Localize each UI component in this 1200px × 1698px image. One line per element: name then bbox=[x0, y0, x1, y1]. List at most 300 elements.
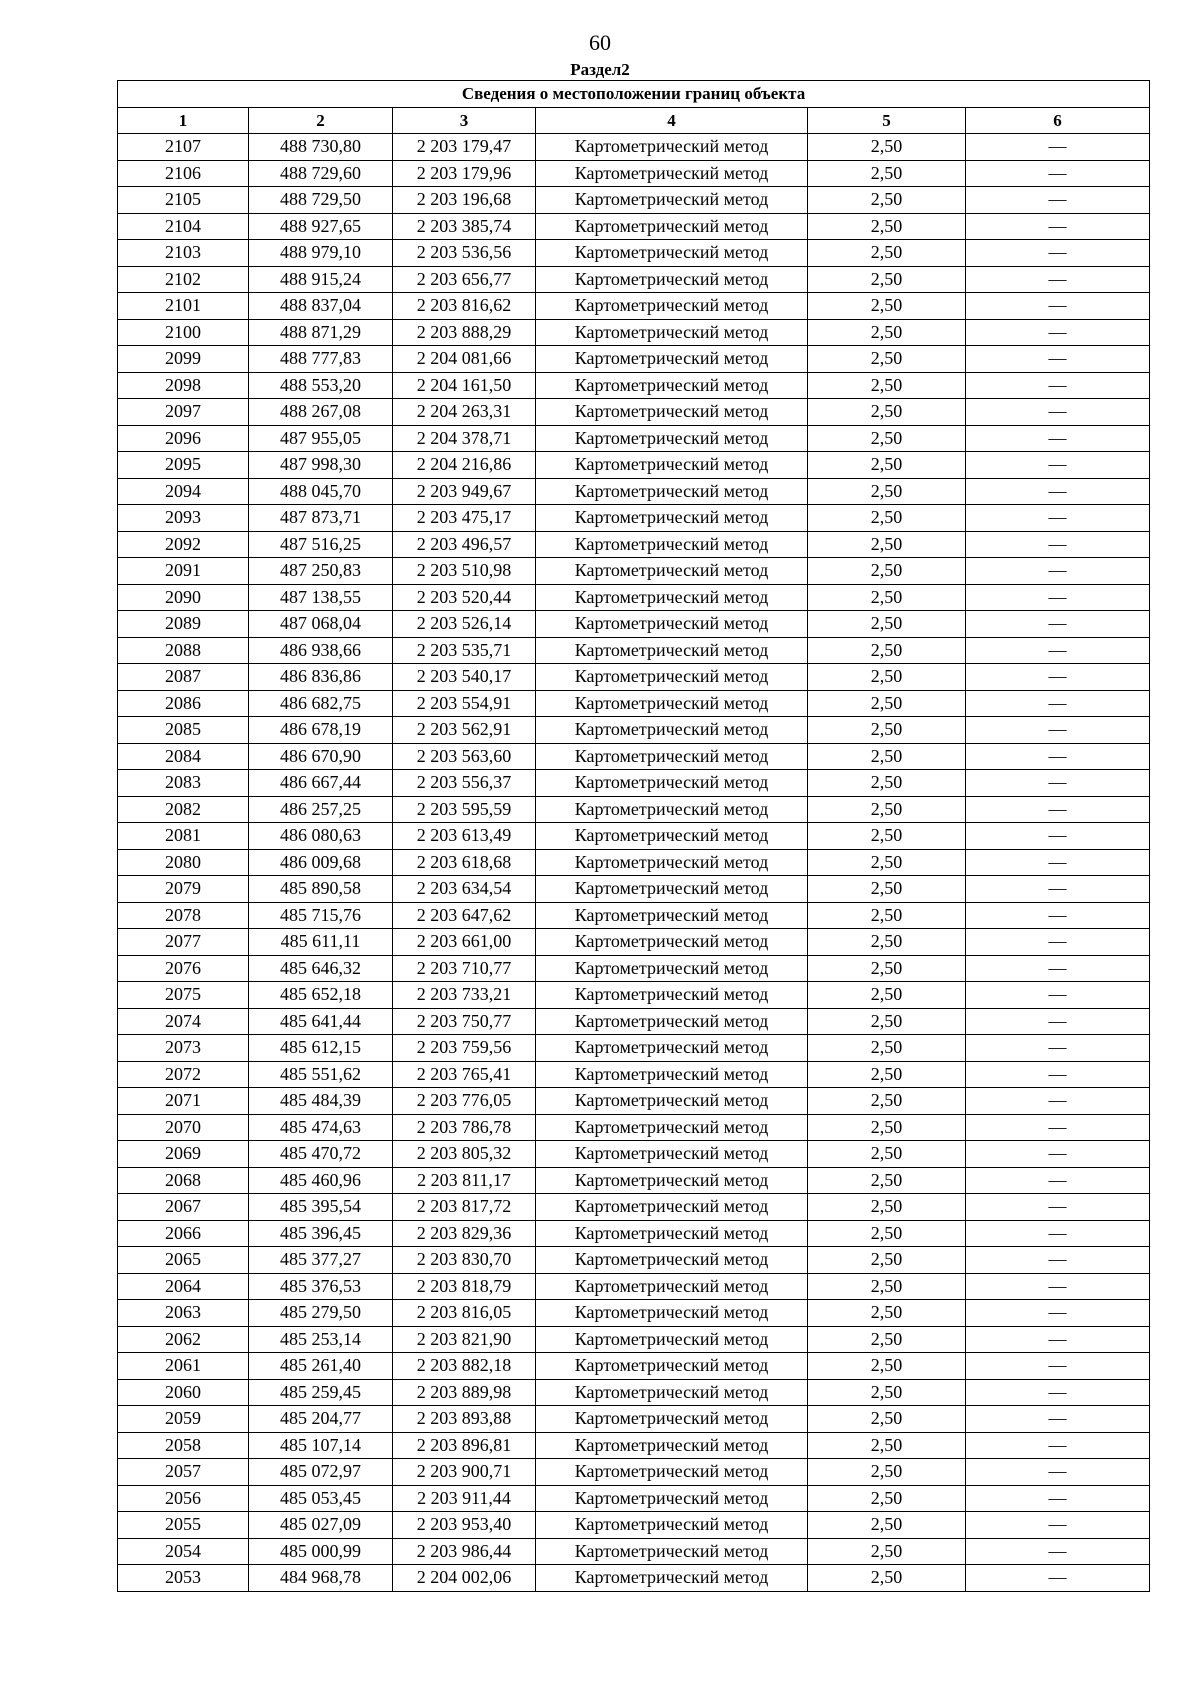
table-row bbox=[118, 1141, 1150, 1168]
table-cell: 2 204 161,50 bbox=[393, 372, 536, 399]
table-row bbox=[118, 1512, 1150, 1539]
table-cell: Картометрический метод bbox=[536, 1406, 808, 1433]
table-cell: 485 279,50 bbox=[249, 1300, 393, 1327]
table-cell: 2054 bbox=[118, 1538, 249, 1565]
table-cell: 2,50 bbox=[808, 1300, 966, 1327]
table-cell: — bbox=[966, 1088, 1150, 1115]
table-cell: 2071 bbox=[118, 1088, 249, 1115]
table-cell: — bbox=[966, 266, 1150, 293]
table-cell: 2092 bbox=[118, 531, 249, 558]
column-header-row bbox=[118, 107, 1150, 134]
table-cell: Картометрический метод bbox=[536, 1379, 808, 1406]
table-cell: 485 470,72 bbox=[249, 1141, 393, 1168]
table-cell: 2,50 bbox=[808, 293, 966, 320]
table-row bbox=[118, 346, 1150, 373]
table-cell: 2105 bbox=[118, 187, 249, 214]
table-cell: Картометрический метод bbox=[536, 1432, 808, 1459]
table-cell: 2,50 bbox=[808, 823, 966, 850]
table-cell: Картометрический метод bbox=[536, 134, 808, 161]
table-cell: Картометрический метод bbox=[536, 452, 808, 479]
table-cell: 2055 bbox=[118, 1512, 249, 1539]
table-cell: 2 203 554,91 bbox=[393, 690, 536, 717]
table-row bbox=[118, 134, 1150, 161]
table-cell: 2082 bbox=[118, 796, 249, 823]
section-title: Раздел2 bbox=[570, 60, 630, 79]
table-cell: 2,50 bbox=[808, 1008, 966, 1035]
table-cell: 2 203 759,56 bbox=[393, 1035, 536, 1062]
table-row bbox=[118, 1088, 1150, 1115]
table-cell: 2 203 882,18 bbox=[393, 1353, 536, 1380]
table-cell: 2,50 bbox=[808, 743, 966, 770]
table-cell: 485 261,40 bbox=[249, 1353, 393, 1380]
table-cell: 2,50 bbox=[808, 664, 966, 691]
table-cell: 2097 bbox=[118, 399, 249, 426]
table-cell: 486 080,63 bbox=[249, 823, 393, 850]
table-cell: — bbox=[966, 1141, 1150, 1168]
table-row bbox=[118, 1220, 1150, 1247]
table-cell: 2,50 bbox=[808, 1220, 966, 1247]
table-cell: 2064 bbox=[118, 1273, 249, 1300]
table-cell: 486 836,86 bbox=[249, 664, 393, 691]
table-cell: 2 203 510,98 bbox=[393, 558, 536, 585]
table-cell: — bbox=[966, 1432, 1150, 1459]
table-cell: 488 927,65 bbox=[249, 213, 393, 240]
table-cell: Картометрический метод bbox=[536, 1300, 808, 1327]
table-cell: 2076 bbox=[118, 955, 249, 982]
table-cell: — bbox=[966, 213, 1150, 240]
table-cell: Картометрический метод bbox=[536, 240, 808, 267]
table-row bbox=[118, 319, 1150, 346]
table-cell: Картометрический метод bbox=[536, 1512, 808, 1539]
table-cell: 2,50 bbox=[808, 1432, 966, 1459]
table-cell: 2,50 bbox=[808, 1247, 966, 1274]
table-cell: Картометрический метод bbox=[536, 1326, 808, 1353]
table-cell: — bbox=[966, 531, 1150, 558]
table-cell: 2072 bbox=[118, 1061, 249, 1088]
table-cell: — bbox=[966, 690, 1150, 717]
table-cell: 2073 bbox=[118, 1035, 249, 1062]
table-cell: Картометрический метод bbox=[536, 319, 808, 346]
table-cell: — bbox=[966, 319, 1150, 346]
table-cell: 2 203 710,77 bbox=[393, 955, 536, 982]
table-cell: — bbox=[966, 1220, 1150, 1247]
table-cell: Картометрический метод bbox=[536, 505, 808, 532]
table-row bbox=[118, 425, 1150, 452]
table-cell: 486 678,19 bbox=[249, 717, 393, 744]
table-cell: 2,50 bbox=[808, 717, 966, 744]
table-title-row bbox=[118, 81, 1150, 108]
table-cell: 2090 bbox=[118, 584, 249, 611]
table-cell: 2 203 647,62 bbox=[393, 902, 536, 929]
table-cell: — bbox=[966, 637, 1150, 664]
table-row bbox=[118, 902, 1150, 929]
column-header: 1 bbox=[118, 107, 249, 134]
table-row bbox=[118, 1565, 1150, 1592]
table-cell: 2 203 900,71 bbox=[393, 1459, 536, 1486]
table-cell: 2,50 bbox=[808, 1035, 966, 1062]
table-cell: — bbox=[966, 425, 1150, 452]
table-cell: Картометрический метод bbox=[536, 929, 808, 956]
table-cell: — bbox=[966, 1273, 1150, 1300]
table-cell: 2 203 805,32 bbox=[393, 1141, 536, 1168]
table-row bbox=[118, 266, 1150, 293]
table-cell: 2084 bbox=[118, 743, 249, 770]
table-cell: 2,50 bbox=[808, 1379, 966, 1406]
table-row bbox=[118, 637, 1150, 664]
table-cell: — bbox=[966, 1406, 1150, 1433]
table-cell: 2,50 bbox=[808, 346, 966, 373]
table-cell: — bbox=[966, 1194, 1150, 1221]
table-row bbox=[118, 505, 1150, 532]
table-cell: — bbox=[966, 584, 1150, 611]
table-cell: — bbox=[966, 160, 1150, 187]
table-cell: 485 053,45 bbox=[249, 1485, 393, 1512]
column-header: 2 bbox=[249, 107, 393, 134]
table-cell: Картометрический метод bbox=[536, 1273, 808, 1300]
table-cell: 2,50 bbox=[808, 478, 966, 505]
table-cell: 2 203 385,74 bbox=[393, 213, 536, 240]
table-cell: 2,50 bbox=[808, 1512, 966, 1539]
table-cell: 2083 bbox=[118, 770, 249, 797]
table-row bbox=[118, 1459, 1150, 1486]
table-cell: Картометрический метод bbox=[536, 849, 808, 876]
table-cell: 2068 bbox=[118, 1167, 249, 1194]
table-cell: 485 253,14 bbox=[249, 1326, 393, 1353]
table-cell: 2,50 bbox=[808, 452, 966, 479]
table-cell: 2,50 bbox=[808, 240, 966, 267]
table-cell: 2,50 bbox=[808, 982, 966, 1009]
table-cell: 2,50 bbox=[808, 1061, 966, 1088]
table-cell: 2 203 893,88 bbox=[393, 1406, 536, 1433]
table-row bbox=[118, 1035, 1150, 1062]
table-row bbox=[118, 770, 1150, 797]
table-cell: Картометрический метод bbox=[536, 160, 808, 187]
table-cell: 2065 bbox=[118, 1247, 249, 1274]
table-cell: Картометрический метод bbox=[536, 1035, 808, 1062]
table-cell: 2,50 bbox=[808, 611, 966, 638]
table-cell: Картометрический метод bbox=[536, 187, 808, 214]
table-row bbox=[118, 452, 1150, 479]
table-cell: 2 203 949,67 bbox=[393, 478, 536, 505]
table-cell: — bbox=[966, 902, 1150, 929]
table-cell: 2 203 817,72 bbox=[393, 1194, 536, 1221]
table-cell: 2,50 bbox=[808, 1459, 966, 1486]
table-row bbox=[118, 982, 1150, 1009]
table-cell: — bbox=[966, 187, 1150, 214]
table-cell: 2079 bbox=[118, 876, 249, 903]
table-cell: — bbox=[966, 399, 1150, 426]
table-cell: 2094 bbox=[118, 478, 249, 505]
table-title: Сведения о местоположении границ объекта bbox=[118, 81, 1150, 108]
table-cell: Картометрический метод bbox=[536, 1008, 808, 1035]
table-cell: 2,50 bbox=[808, 1194, 966, 1221]
table-cell: 485 395,54 bbox=[249, 1194, 393, 1221]
table-cell: 2 203 821,90 bbox=[393, 1326, 536, 1353]
table-cell: — bbox=[966, 955, 1150, 982]
table-cell: 2,50 bbox=[808, 1141, 966, 1168]
table-cell: 2095 bbox=[118, 452, 249, 479]
table-cell: 2,50 bbox=[808, 1114, 966, 1141]
table-cell: 2 204 081,66 bbox=[393, 346, 536, 373]
table-cell: 2,50 bbox=[808, 372, 966, 399]
table-cell: 2089 bbox=[118, 611, 249, 638]
table-cell: Картометрический метод bbox=[536, 1220, 808, 1247]
table-cell: 2 203 526,14 bbox=[393, 611, 536, 638]
table-cell: 2101 bbox=[118, 293, 249, 320]
table-cell: 485 612,15 bbox=[249, 1035, 393, 1062]
table-cell: 2 203 829,36 bbox=[393, 1220, 536, 1247]
table-row bbox=[118, 399, 1150, 426]
table-cell: 2,50 bbox=[808, 902, 966, 929]
table-cell: 2087 bbox=[118, 664, 249, 691]
table-cell: 2 203 536,56 bbox=[393, 240, 536, 267]
table-cell: 2 203 562,91 bbox=[393, 717, 536, 744]
table-cell: 2067 bbox=[118, 1194, 249, 1221]
table-cell: — bbox=[966, 743, 1150, 770]
table-cell: Картометрический метод bbox=[536, 637, 808, 664]
table-row bbox=[118, 1353, 1150, 1380]
table-cell: 488 553,20 bbox=[249, 372, 393, 399]
table-cell: 485 377,27 bbox=[249, 1247, 393, 1274]
table-cell: — bbox=[966, 664, 1150, 691]
table-cell: 485 611,11 bbox=[249, 929, 393, 956]
table-cell: — bbox=[966, 1538, 1150, 1565]
table-cell: 485 715,76 bbox=[249, 902, 393, 929]
table-row bbox=[118, 1300, 1150, 1327]
table-cell: 2,50 bbox=[808, 266, 966, 293]
table-cell: 485 072,97 bbox=[249, 1459, 393, 1486]
table-row bbox=[118, 187, 1150, 214]
table-cell: 2 203 889,98 bbox=[393, 1379, 536, 1406]
table-cell: — bbox=[966, 478, 1150, 505]
table-cell: 485 204,77 bbox=[249, 1406, 393, 1433]
table-cell: 2,50 bbox=[808, 187, 966, 214]
table-cell: Картометрический метод bbox=[536, 372, 808, 399]
table-cell: — bbox=[966, 1167, 1150, 1194]
table-cell: 2093 bbox=[118, 505, 249, 532]
table-row bbox=[118, 240, 1150, 267]
column-header: 3 bbox=[393, 107, 536, 134]
table-cell: 2066 bbox=[118, 1220, 249, 1247]
table-row bbox=[118, 213, 1150, 240]
table-cell: — bbox=[966, 1353, 1150, 1380]
table-cell: 2 204 263,31 bbox=[393, 399, 536, 426]
table-cell: 2 203 896,81 bbox=[393, 1432, 536, 1459]
table-cell: 485 646,32 bbox=[249, 955, 393, 982]
table-cell: 488 979,10 bbox=[249, 240, 393, 267]
table-cell: Картометрический метод bbox=[536, 1141, 808, 1168]
table-cell: 2 203 196,68 bbox=[393, 187, 536, 214]
table-cell: — bbox=[966, 929, 1150, 956]
table-cell: 487 068,04 bbox=[249, 611, 393, 638]
table-cell: 2 203 750,77 bbox=[393, 1008, 536, 1035]
table-cell: 2 203 811,17 bbox=[393, 1167, 536, 1194]
table-cell: Картометрический метод bbox=[536, 213, 808, 240]
table-cell: 2,50 bbox=[808, 1565, 966, 1592]
table-cell: 485 460,96 bbox=[249, 1167, 393, 1194]
table-cell: 485 259,45 bbox=[249, 1379, 393, 1406]
table-row bbox=[118, 1379, 1150, 1406]
table-cell: Картометрический метод bbox=[536, 399, 808, 426]
table-cell: 2,50 bbox=[808, 770, 966, 797]
table-cell: 2059 bbox=[118, 1406, 249, 1433]
table-cell: 2,50 bbox=[808, 637, 966, 664]
table-cell: — bbox=[966, 876, 1150, 903]
table-cell: — bbox=[966, 1459, 1150, 1486]
table-cell: 485 551,62 bbox=[249, 1061, 393, 1088]
page-number: 60 bbox=[589, 30, 611, 55]
table-cell: 2 203 179,47 bbox=[393, 134, 536, 161]
table-cell: 2 203 535,71 bbox=[393, 637, 536, 664]
table-cell: 2,50 bbox=[808, 1485, 966, 1512]
table-cell: — bbox=[966, 770, 1150, 797]
table-cell: 2 203 496,57 bbox=[393, 531, 536, 558]
table-cell: 2100 bbox=[118, 319, 249, 346]
table-cell: Картометрический метод bbox=[536, 584, 808, 611]
table-cell: Картометрический метод bbox=[536, 1247, 808, 1274]
table-cell: 2086 bbox=[118, 690, 249, 717]
table-row bbox=[118, 876, 1150, 903]
table-row bbox=[118, 372, 1150, 399]
table-cell: 485 890,58 bbox=[249, 876, 393, 903]
table-cell: 2056 bbox=[118, 1485, 249, 1512]
table-cell: — bbox=[966, 849, 1150, 876]
table-cell: 485 474,63 bbox=[249, 1114, 393, 1141]
table-cell: 488 837,04 bbox=[249, 293, 393, 320]
table-cell: 485 000,99 bbox=[249, 1538, 393, 1565]
table-row bbox=[118, 1406, 1150, 1433]
table-cell: 2106 bbox=[118, 160, 249, 187]
table-cell: 485 107,14 bbox=[249, 1432, 393, 1459]
table-cell: 2,50 bbox=[808, 1273, 966, 1300]
table-cell: 2062 bbox=[118, 1326, 249, 1353]
table-row bbox=[118, 955, 1150, 982]
table-cell: 2,50 bbox=[808, 1088, 966, 1115]
table-cell: Картометрический метод bbox=[536, 717, 808, 744]
table-cell: — bbox=[966, 1008, 1150, 1035]
table-cell: 485 376,53 bbox=[249, 1273, 393, 1300]
table-cell: Картометрический метод bbox=[536, 1459, 808, 1486]
table-cell: 2,50 bbox=[808, 929, 966, 956]
table-cell: 487 955,05 bbox=[249, 425, 393, 452]
table-row bbox=[118, 558, 1150, 585]
table-row bbox=[118, 1167, 1150, 1194]
table-row bbox=[118, 478, 1150, 505]
table-cell: 2 204 216,86 bbox=[393, 452, 536, 479]
table-cell: 2 203 953,40 bbox=[393, 1512, 536, 1539]
table-cell: — bbox=[966, 1114, 1150, 1141]
table-cell: 2,50 bbox=[808, 796, 966, 823]
table-cell: Картометрический метод bbox=[536, 876, 808, 903]
table-row bbox=[118, 1194, 1150, 1221]
table-row bbox=[118, 1247, 1150, 1274]
table-cell: 2,50 bbox=[808, 134, 966, 161]
table-row bbox=[118, 584, 1150, 611]
table-cell: — bbox=[966, 558, 1150, 585]
table-cell: 488 045,70 bbox=[249, 478, 393, 505]
table-body bbox=[118, 134, 1150, 1592]
table-cell: Картометрический метод bbox=[536, 1565, 808, 1592]
table-cell: 484 968,78 bbox=[249, 1565, 393, 1592]
table-cell: Картометрический метод bbox=[536, 1194, 808, 1221]
table-cell: 2,50 bbox=[808, 505, 966, 532]
column-header: 6 bbox=[966, 107, 1150, 134]
table-cell: 2078 bbox=[118, 902, 249, 929]
table-cell: 2,50 bbox=[808, 1326, 966, 1353]
table-row bbox=[118, 849, 1150, 876]
table-cell: 488 729,60 bbox=[249, 160, 393, 187]
table-cell: 487 998,30 bbox=[249, 452, 393, 479]
table-cell: 2075 bbox=[118, 982, 249, 1009]
table-cell: Картометрический метод bbox=[536, 823, 808, 850]
table-cell: 2 204 002,06 bbox=[393, 1565, 536, 1592]
table-cell: 2 203 618,68 bbox=[393, 849, 536, 876]
table-cell: 485 652,18 bbox=[249, 982, 393, 1009]
table-row bbox=[118, 690, 1150, 717]
table-cell: 486 009,68 bbox=[249, 849, 393, 876]
table-cell: — bbox=[966, 1485, 1150, 1512]
table-row bbox=[118, 293, 1150, 320]
table-row bbox=[118, 1485, 1150, 1512]
table-cell: — bbox=[966, 452, 1150, 479]
table-cell: 2 203 656,77 bbox=[393, 266, 536, 293]
table-cell: 2080 bbox=[118, 849, 249, 876]
table-cell: 2085 bbox=[118, 717, 249, 744]
table-cell: 486 682,75 bbox=[249, 690, 393, 717]
table-cell: — bbox=[966, 1035, 1150, 1062]
table-cell: 2 203 661,00 bbox=[393, 929, 536, 956]
table-cell: Картометрический метод bbox=[536, 743, 808, 770]
table-cell: 2,50 bbox=[808, 160, 966, 187]
table-cell: 2 203 475,17 bbox=[393, 505, 536, 532]
table-cell: Картометрический метод bbox=[536, 478, 808, 505]
table-cell: 2053 bbox=[118, 1565, 249, 1592]
table-cell: 2,50 bbox=[808, 1167, 966, 1194]
table-cell: 2088 bbox=[118, 637, 249, 664]
table-cell: 2063 bbox=[118, 1300, 249, 1327]
table-cell: Картометрический метод bbox=[536, 1167, 808, 1194]
table-cell: 2077 bbox=[118, 929, 249, 956]
table-cell: — bbox=[966, 134, 1150, 161]
table-row bbox=[118, 1326, 1150, 1353]
table-cell: 2 203 563,60 bbox=[393, 743, 536, 770]
table-cell: — bbox=[966, 982, 1150, 1009]
table-cell: — bbox=[966, 1247, 1150, 1274]
table-cell: Картометрический метод bbox=[536, 611, 808, 638]
table-cell: 2 203 556,37 bbox=[393, 770, 536, 797]
table-cell: 486 667,44 bbox=[249, 770, 393, 797]
table-row bbox=[118, 823, 1150, 850]
table-row bbox=[118, 1114, 1150, 1141]
table-row bbox=[118, 796, 1150, 823]
table-cell: 2,50 bbox=[808, 213, 966, 240]
table-cell: — bbox=[966, 346, 1150, 373]
table-cell: 2,50 bbox=[808, 558, 966, 585]
table-cell: 2074 bbox=[118, 1008, 249, 1035]
table-cell: — bbox=[966, 717, 1150, 744]
table-row bbox=[118, 743, 1150, 770]
table-cell: 488 915,24 bbox=[249, 266, 393, 293]
table-cell: — bbox=[966, 240, 1150, 267]
table-cell: 2,50 bbox=[808, 531, 966, 558]
table-cell: 2 203 613,49 bbox=[393, 823, 536, 850]
table-cell: 486 938,66 bbox=[249, 637, 393, 664]
table-cell: 2061 bbox=[118, 1353, 249, 1380]
table-cell: 2 203 786,78 bbox=[393, 1114, 536, 1141]
table-cell: 2 203 986,44 bbox=[393, 1538, 536, 1565]
table-cell: 488 730,80 bbox=[249, 134, 393, 161]
table-cell: 2 203 816,62 bbox=[393, 293, 536, 320]
